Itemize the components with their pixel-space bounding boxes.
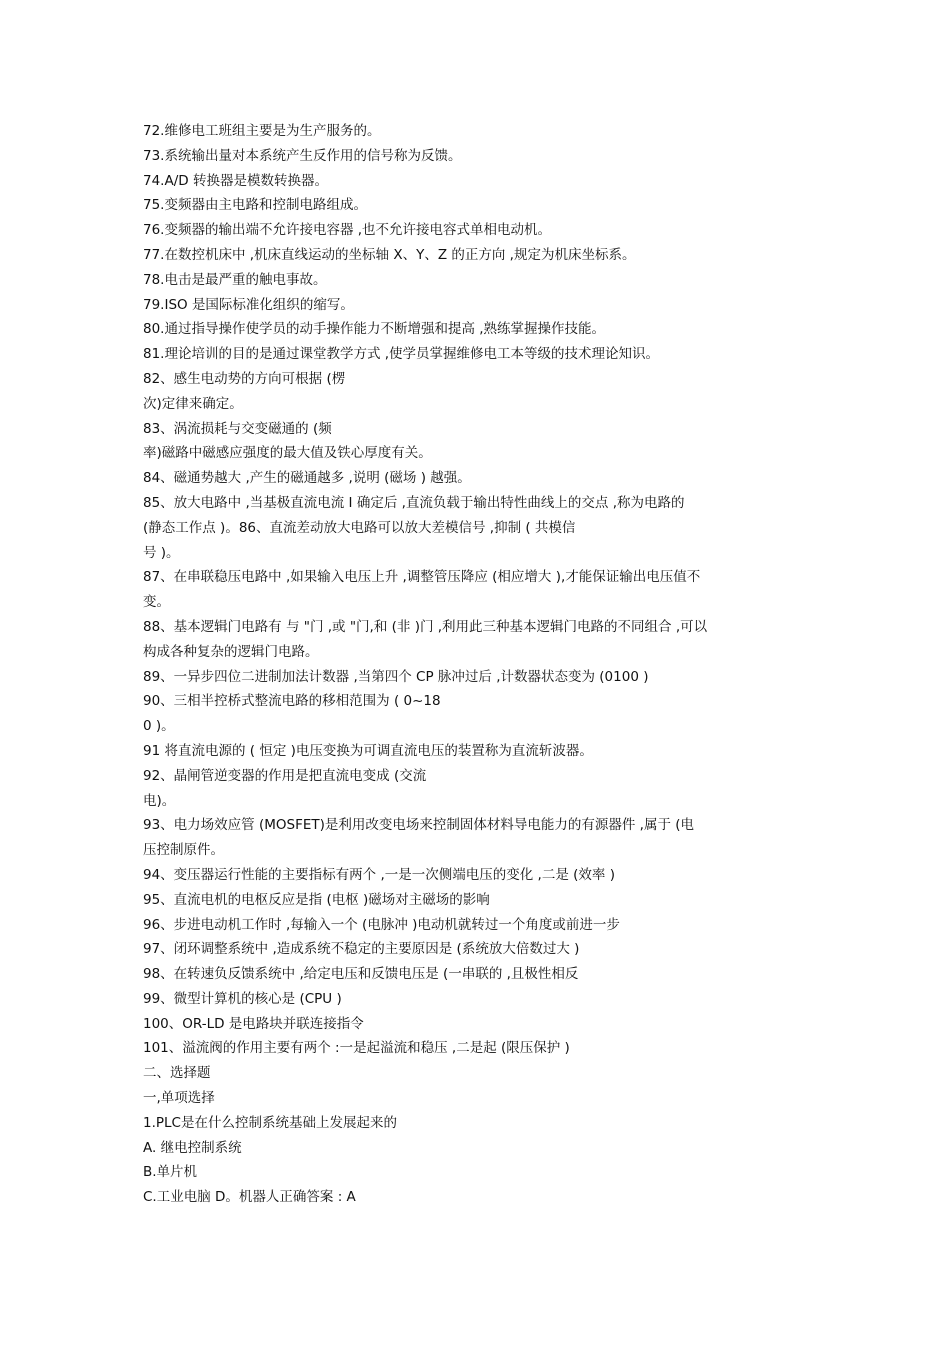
- text-line: 78.电击是最严重的触电事故。: [143, 271, 327, 288]
- text-line: 72.维修电工班组主要是为生产服务的。: [143, 123, 381, 139]
- text-line: 号 )。: [143, 544, 180, 561]
- text-line: C.工业电脑 D。机器人正确答案 : A: [143, 1189, 356, 1206]
- text-line: (静态工作点 )。86、直流差动放大电路可以放大差模信号 ,抑制 ( 共模信: [143, 519, 576, 536]
- text-line: 82、感生电动势的方向可根据 (楞: [143, 370, 346, 387]
- text-line: 89、一异步四位二进制加法计数器 ,当第四个 CP 脉冲过后 ,计数器状态变为 (0100 ): [143, 668, 649, 685]
- text-line: 96、步进电动机工作时 ,每输入一个 (电脉冲 )电动机就转过一个角度或前进一步: [143, 916, 620, 933]
- text-line: 81.理论培训的目的是通过课堂教学方式 ,使学员掌握维修电工本等级的技术理论知识。: [143, 346, 660, 363]
- text-line: 变。: [143, 594, 170, 611]
- text-line: 92、晶闸管逆变器的作用是把直流电变成 (交流: [143, 767, 427, 784]
- text-line: 99、微型计算机的核心是 (CPU ): [143, 990, 342, 1007]
- text-line: 98、在转速负反馈系统中 ,给定电压和反馈电压是 (一串联的 ,且极性相反: [143, 966, 579, 983]
- text-line: 97、闭环调整系统中 ,造成系统不稳定的主要原因是 (系统放大倍数过大 ): [143, 941, 580, 958]
- text-line: 75.变频器由主电路和控制电路组成。: [143, 197, 367, 214]
- text-line: 95、直流电机的电枢反应是指 (电枢 )磁场对主磁场的影响: [143, 891, 490, 908]
- text-line: 101、溢流阀的作用主要有两个 :一是起溢流和稳压 ,二是起 (限压保护 ): [143, 1040, 570, 1057]
- text-line: 87、在串联稳压电路中 ,如果输入电压上升 ,调整管压降应 (相应增大 ),才能保证输出电压值不: [143, 569, 701, 586]
- text-line: 93、电力场效应管 (MOSFET)是利用改变电场来控制固体材料导电能力的有源器件 ,属于 (电: [143, 817, 695, 834]
- text-line: B.单片机: [143, 1164, 198, 1181]
- text-line: 0 )。: [143, 718, 175, 735]
- text-line: 76.变频器的输出端不允许接电容器 ,也不允许接电容式单相电动机。: [143, 222, 552, 239]
- text-line: 85、放大电路中 ,当基极直流电流 I 确定后 ,直流负载于输出特性曲线上的交点 ,称为电路的: [143, 494, 685, 511]
- text-line: 80.通过指导操作使学员的动手操作能力不断增强和提高 ,熟练掌握操作技能。: [143, 321, 606, 338]
- text-line: 率)磁路中磁感应强度的最大值及铁心厚度有关。: [143, 445, 432, 462]
- text-line: 一,单项选择: [143, 1090, 215, 1107]
- text-line: 77.在数控机床中 ,机床直线运动的坐标轴 X、Y、Z 的正方向 ,规定为机床坐标系。: [143, 246, 636, 263]
- text-line: 电)。: [143, 792, 176, 809]
- text-line: 88、基本逻辑门电路有 与 "门 ,或 "门,和 (非 )门 ,利用此三种基本逻辑门电路的不同组合 ,可以: [143, 618, 708, 635]
- text-line: 91 将直流电源的 ( 恒定 )电压变换为可调直流电压的装置称为直流斩波器。: [143, 742, 593, 759]
- text-line: 79.ISO 是国际标准化组织的缩写。: [143, 296, 354, 313]
- text-line: 90、三相半控桥式整流电路的移相范围为 ( 0~18: [143, 693, 441, 710]
- text-line: 94、变压器运行性能的主要指标有两个 ,一是一次侧端电压的变化 ,二是 (效率 ): [143, 866, 615, 883]
- text-line: 83、涡流损耗与交变磁通的 (频: [143, 420, 332, 437]
- document-body: [143, 119, 811, 1210]
- text-line: 1.PLC是在什么控制系统基础上发展起来的: [143, 1114, 397, 1131]
- text-line: 构成各种复杂的逻辑门电路。: [143, 643, 319, 660]
- text-line: 100、OR-LD 是电路块并联连接指令: [143, 1015, 364, 1032]
- text-line: 压控制原件。: [143, 842, 224, 859]
- text-line: 73.系统输出量对本系统产生反作用的信号称为反馈。: [143, 147, 462, 164]
- text-line: 次)定律来确定。: [143, 395, 243, 412]
- text-line: 二、选择题: [143, 1065, 211, 1082]
- text-line: A. 继电控制系统: [143, 1139, 242, 1156]
- text-line: 84、磁通势越大 ,产生的磁通越多 ,说明 (磁场 ) 越强。: [143, 470, 471, 487]
- text-line: 74.A/D 转换器是模数转换器。: [143, 172, 328, 189]
